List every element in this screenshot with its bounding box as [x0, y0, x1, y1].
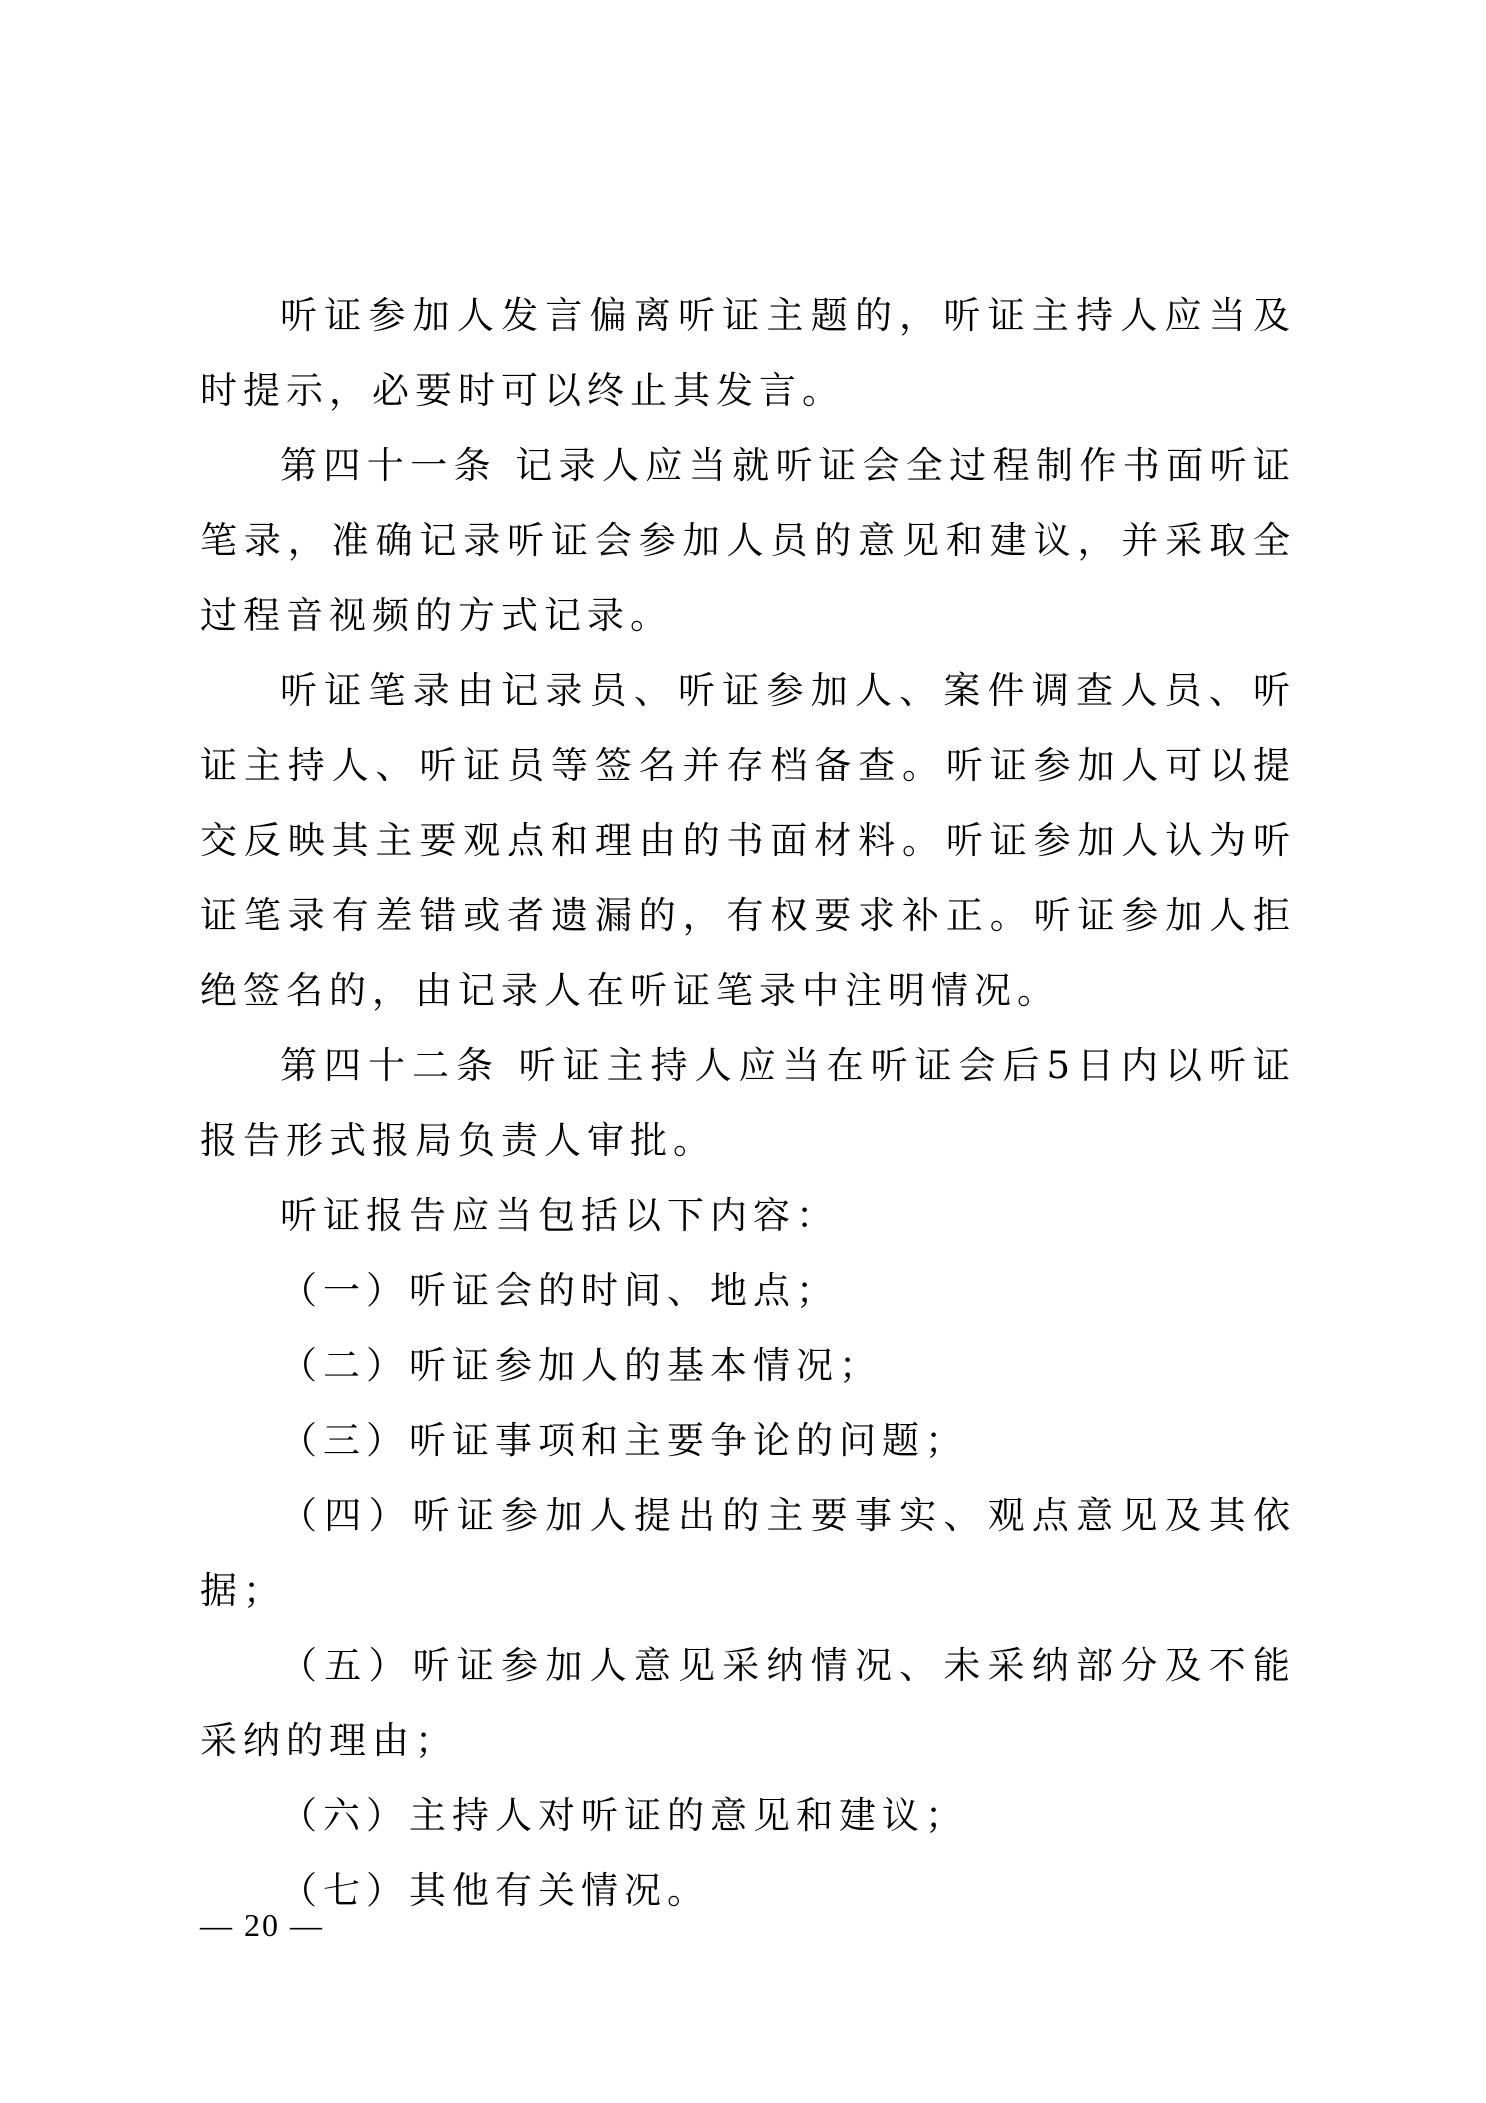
list-item-5: （五）听证参加人意见采纳情况、未采纳部分及不能采纳的理由；	[200, 1644, 1296, 1762]
paragraph-article-42: 第四十二条 听证主持人应当在听证会后5日内以听证报告形式报局负责人审批。	[200, 1044, 1296, 1162]
list-item-1: （一）听证会的时间、地点；	[280, 1269, 839, 1312]
paragraph-record-signing: 听证笔录由记录员、听证参加人、案件调查人员、听证主持人、听证员等签名并存档备查。听证参加人可以提交反映其主要观点和理由的书面材料。听证参加人认为听证笔录有差错或者遗漏的，有权要求补正。听证参加人拒绝签名的，由记录人在听证笔录中注明情况。	[200, 669, 1296, 1012]
paragraph-report-contents: 听证报告应当包括以下内容：	[280, 1194, 839, 1237]
list-item-7: （七）其他有关情况。	[280, 1869, 710, 1912]
list-item-2: （二）听证参加人的基本情况；	[280, 1344, 882, 1387]
document-body	[200, 278, 1296, 1928]
list-item-4: （四）听证参加人提出的主要事实、观点意见及其依据；	[200, 1494, 1296, 1612]
paragraph-article-41: 第四十一条 记录人应当就听证会全过程制作书面听证笔录，准确记录听证会参加人员的意见和建议，并采取全过程音视频的方式记录。	[200, 444, 1296, 637]
list-item-3: （三）听证事项和主要争论的问题；	[280, 1419, 968, 1462]
paragraph-speech-off-topic: 听证参加人发言偏离听证主题的，听证主持人应当及时提示，必要时可以终止其发言。	[200, 294, 1296, 412]
list-item-6: （六）主持人对听证的意见和建议；	[280, 1794, 968, 1837]
page-number: — 20 —	[200, 1907, 324, 1943]
